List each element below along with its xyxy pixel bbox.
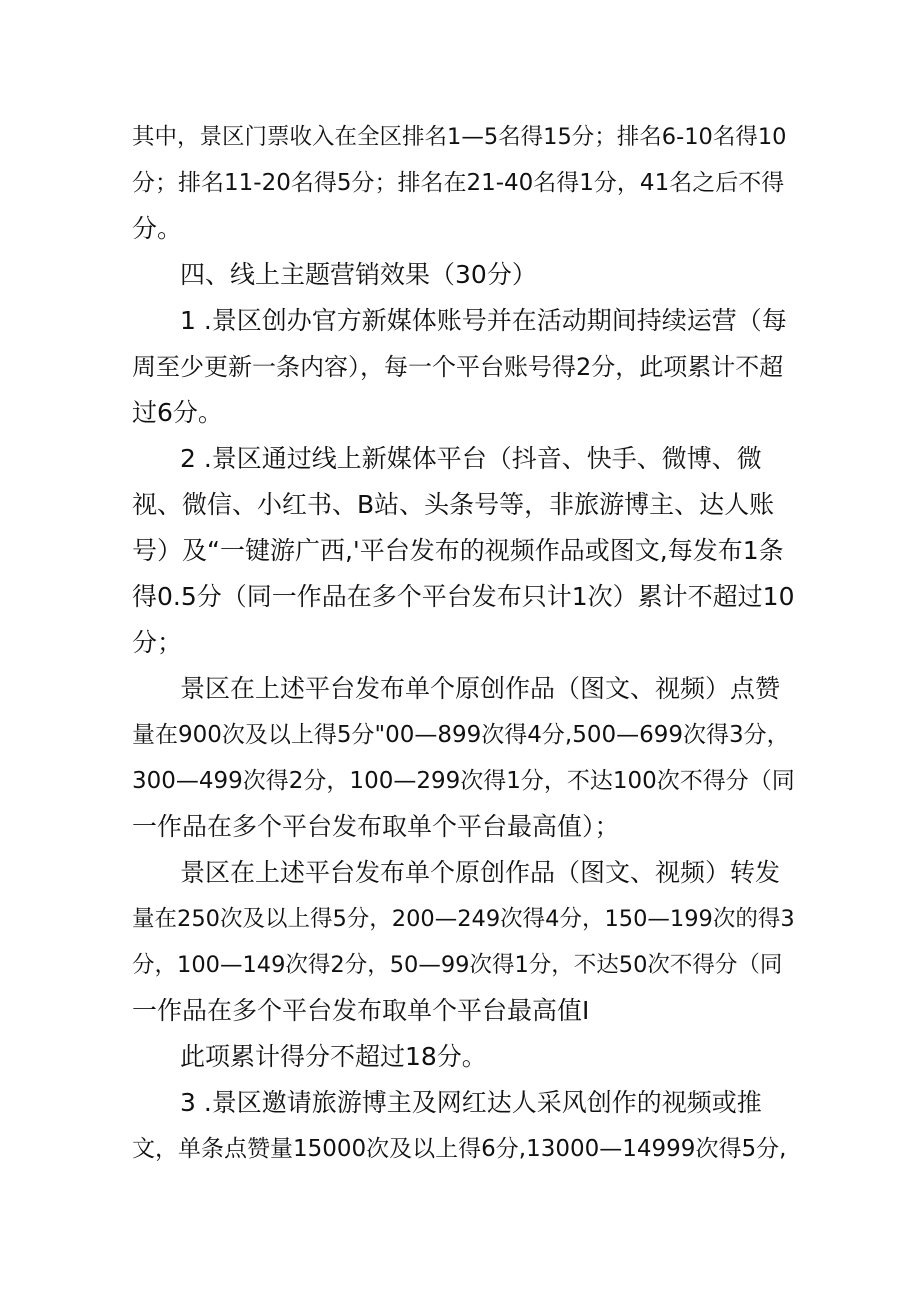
text-line: 一作品在多个平台发布取单个平台最高值I (132, 996, 590, 1025)
text-line: 视、微信、小红书、B站、头条号等，非旅游博主、达人账 (132, 490, 775, 519)
text-line: 300—499次得2分，100—299次得1分，不达100次不得分（同 (132, 768, 795, 794)
text-line: 分； (132, 628, 183, 657)
text-line: 文，单条点赞量15000次及以上得6分,13000—14999次得5分, (132, 1136, 787, 1162)
text-line: 周至少更新一条内容），每一个平台账号得2分，此项累计不超 (132, 353, 784, 381)
text-line: 分，100—149次得2分，50—99次得1分，不达50次不得分（同 (132, 952, 783, 978)
text-line: 1 .景区创办官方新媒体账号并在活动期间持续运营（每 (180, 306, 787, 335)
text-line: 量在250次及以上得5分，200—249次得4分，150—199次的得3 (132, 906, 795, 932)
text-line: 量在900次及以上得5分"00—899次得4分,500—699次得3分， (132, 722, 790, 748)
text-line: 得0.5分（同一作品在多个平台发布只计1次）累计不超过10 (132, 582, 795, 611)
text-line: 3 .景区邀请旅游博主及网红达人采风创作的视频或推 (180, 1088, 762, 1117)
text-line: 其中，景区门票收入在全区排名1—5名得15分；排名6-10名得10 (132, 124, 787, 150)
text-line: 四、线上主题营销效果（30分） (180, 260, 537, 289)
text-line: 一作品在多个平台发布取单个平台最高值）； (132, 812, 620, 841)
text-line: 分。 (132, 214, 183, 243)
text-line: 景区在上述平台发布单个原创作品（图文、视频）转发 (180, 858, 781, 887)
text-line: 此项累计得分不超过18分。 (180, 1042, 487, 1071)
text-line: 过6分。 (132, 398, 223, 427)
text-line: 景区在上述平台发布单个原创作品（图文、视频）点赞 (180, 674, 781, 703)
document-body (132, 114, 796, 1172)
text-line: 分；排名11-20名得5分；排名在21-40名得1分，41名之后不得 (132, 170, 785, 196)
text-line: 号）及“一键游广西,'平台发布的视频作品或图文,每发布1条 (132, 536, 784, 565)
text-line: 2 .景区通过线上新媒体平台（抖音、快手、微博、微 (180, 444, 762, 473)
